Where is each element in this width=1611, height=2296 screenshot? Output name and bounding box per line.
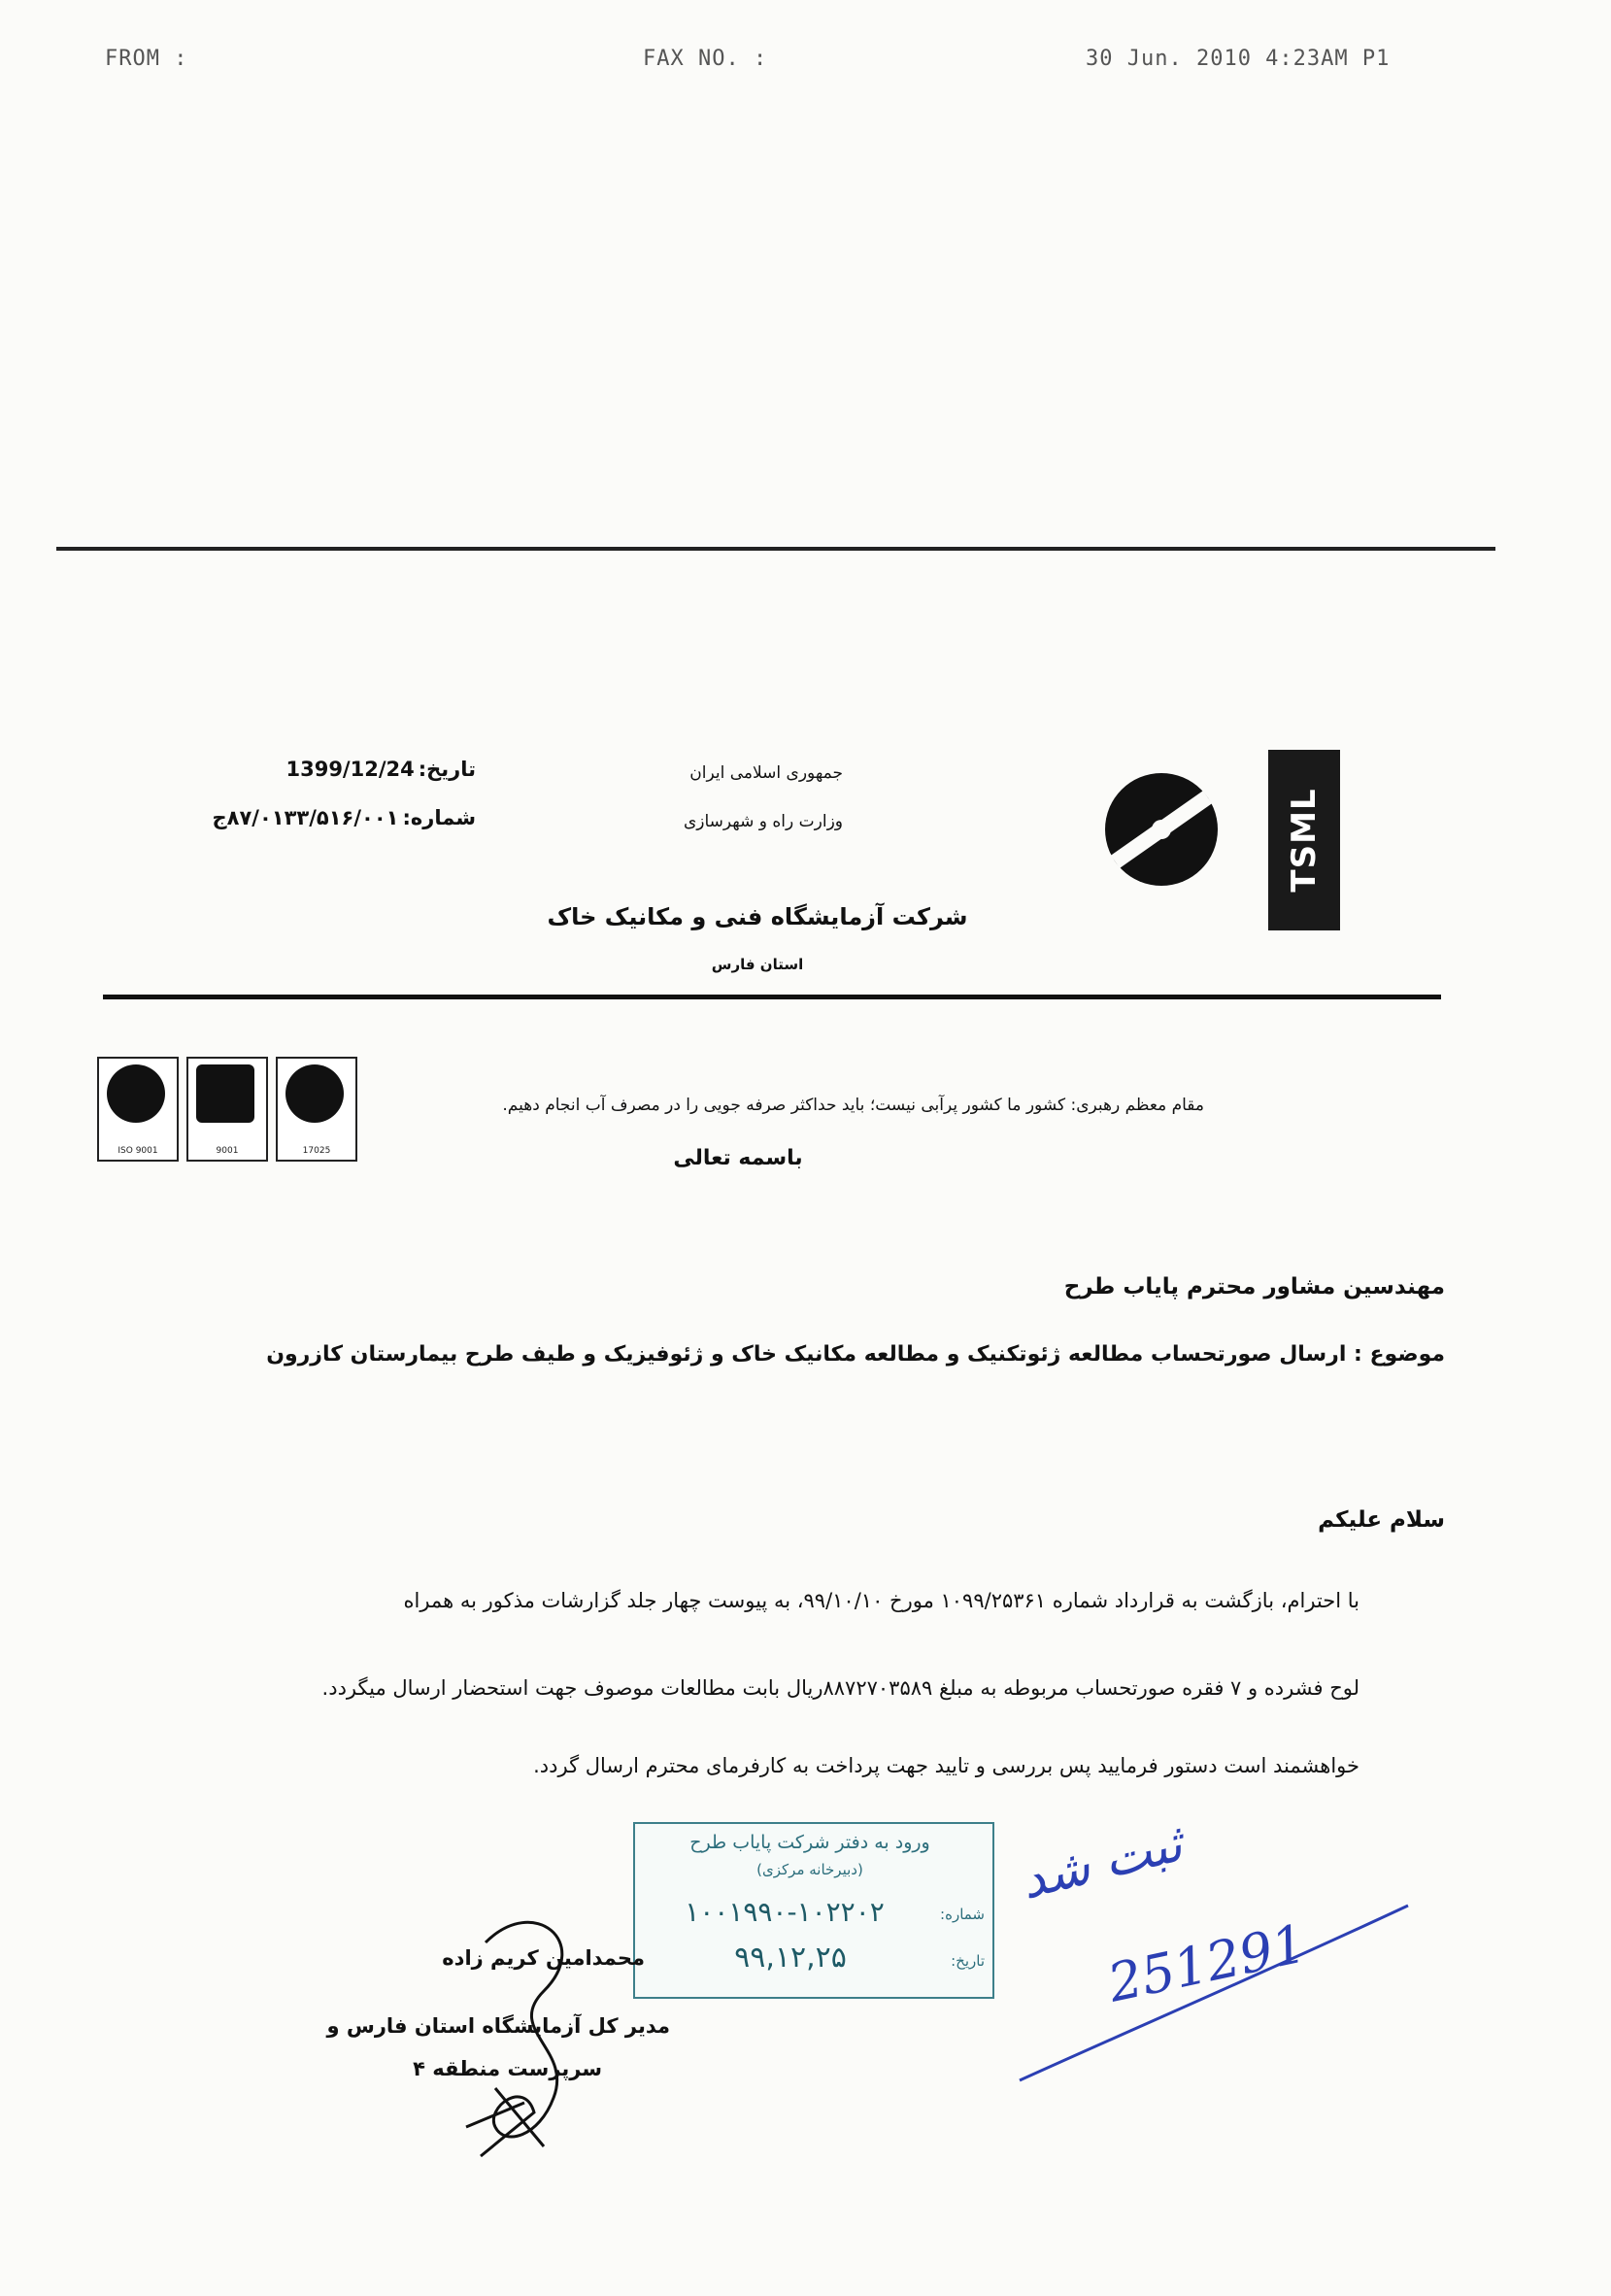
company-name: شرکت آزمایشگاه فنی و مکانیک خاک bbox=[547, 903, 968, 930]
receipt-stamp bbox=[633, 1822, 994, 1999]
top-divider bbox=[56, 547, 1495, 551]
body-line-3: خواهشمند است دستور فرمایید پس بررسی و تایید جهت پرداخت به کارفرمای محترم ارسال گردد. bbox=[533, 1754, 1359, 1777]
date-value: 1399/12/24 bbox=[285, 758, 415, 781]
iso-standard-icon: 17025 bbox=[276, 1057, 357, 1162]
signature-scribble bbox=[427, 1904, 621, 2170]
fax-number: FAX NO. : bbox=[643, 47, 768, 71]
number-value: ۸۷/۰۱۳۳/۵۱۶/۰۰۱ج bbox=[212, 806, 399, 829]
date-field bbox=[175, 758, 476, 781]
stamp-number-value: ۱۰۰۱۹۹۰-۱۰۲۲۰۲ bbox=[685, 1896, 885, 1928]
stamp-number-label: شماره: bbox=[940, 1906, 985, 1923]
number-field bbox=[175, 806, 476, 829]
iso-certificate-icon: ISO 9001 bbox=[97, 1057, 179, 1162]
handwritten-note: ثبت شد bbox=[1015, 1814, 1189, 1911]
republic-label: جمهوری اسلامی ایران bbox=[689, 763, 843, 783]
ministry-label: وزارت راه و شهرسازی bbox=[683, 812, 843, 831]
date-label: تاریخ: bbox=[418, 758, 476, 781]
stamp-date-label: تاریخ: bbox=[951, 1952, 985, 1970]
stamp-date-value: ۹۹,۱۲,۲۵ bbox=[734, 1941, 847, 1975]
quality-check-icon: 9001 bbox=[186, 1057, 268, 1162]
body-line-1: با احترام، بازگشت به قرارداد شماره ۱۰۹۹/۲۵۳۶۱ مورخ ۹۹/۱۰/۱۰، به پیوست چهار جلد گزارشات مذکور به همراه bbox=[403, 1589, 1359, 1612]
handwritten-number: 251291 bbox=[1102, 1912, 1312, 2014]
company-emblem-icon bbox=[1101, 769, 1222, 894]
number-label: شماره: bbox=[402, 806, 476, 829]
tsml-logo: TSML bbox=[1268, 750, 1340, 930]
signatory-name: محمدامین کریم زاده bbox=[442, 1946, 645, 1970]
greeting: سلام علیکم bbox=[1318, 1507, 1445, 1533]
fax-from: FROM : bbox=[105, 47, 188, 71]
province-label: استان فارس bbox=[711, 956, 804, 973]
stamp-title: ورود به دفتر شرکت پایاب طرح bbox=[689, 1832, 930, 1853]
handwritten-stroke bbox=[1010, 1896, 1418, 2094]
signatory-title-1: مدیر کل آزمایشگاه استان فارس و bbox=[326, 2014, 670, 2038]
letterhead-divider bbox=[103, 995, 1441, 999]
basmala: باسمه تعالی bbox=[673, 1146, 803, 1170]
stamp-subtitle: (دبیرخانه مرکزی) bbox=[756, 1861, 863, 1878]
fax-datetime: 30 Jun. 2010 4:23AM P1 bbox=[1086, 47, 1391, 71]
body-line-2: لوح فشرده و ۷ فقره صورتحساب مربوطه به مبلغ ۸۸۷۲۷۰۳۵۸۹ریال بابت مطالعات موصوف جهت استحضار ارسال میگردد. bbox=[321, 1676, 1359, 1700]
subject-line: موضوع : ارسال صورتحساب مطالعه ژئوتکنیک و مطالعه مکانیک خاک و ژئوفیزیک و طیف طرح بیمارستان کازرون bbox=[266, 1342, 1445, 1367]
recipient: مهندسین مشاور محترم پایاب طرح bbox=[1063, 1274, 1445, 1300]
leader-quote: مقام معظم رهبری: کشور ما کشور پرآبی نیست؛ باید حداکثر صرفه جویی را در مصرف آب انجام دهیم. bbox=[502, 1096, 1204, 1115]
signatory-title-2: سرپرست منطقه ۴ bbox=[413, 2057, 602, 2080]
certification-badges bbox=[97, 1057, 357, 1162]
